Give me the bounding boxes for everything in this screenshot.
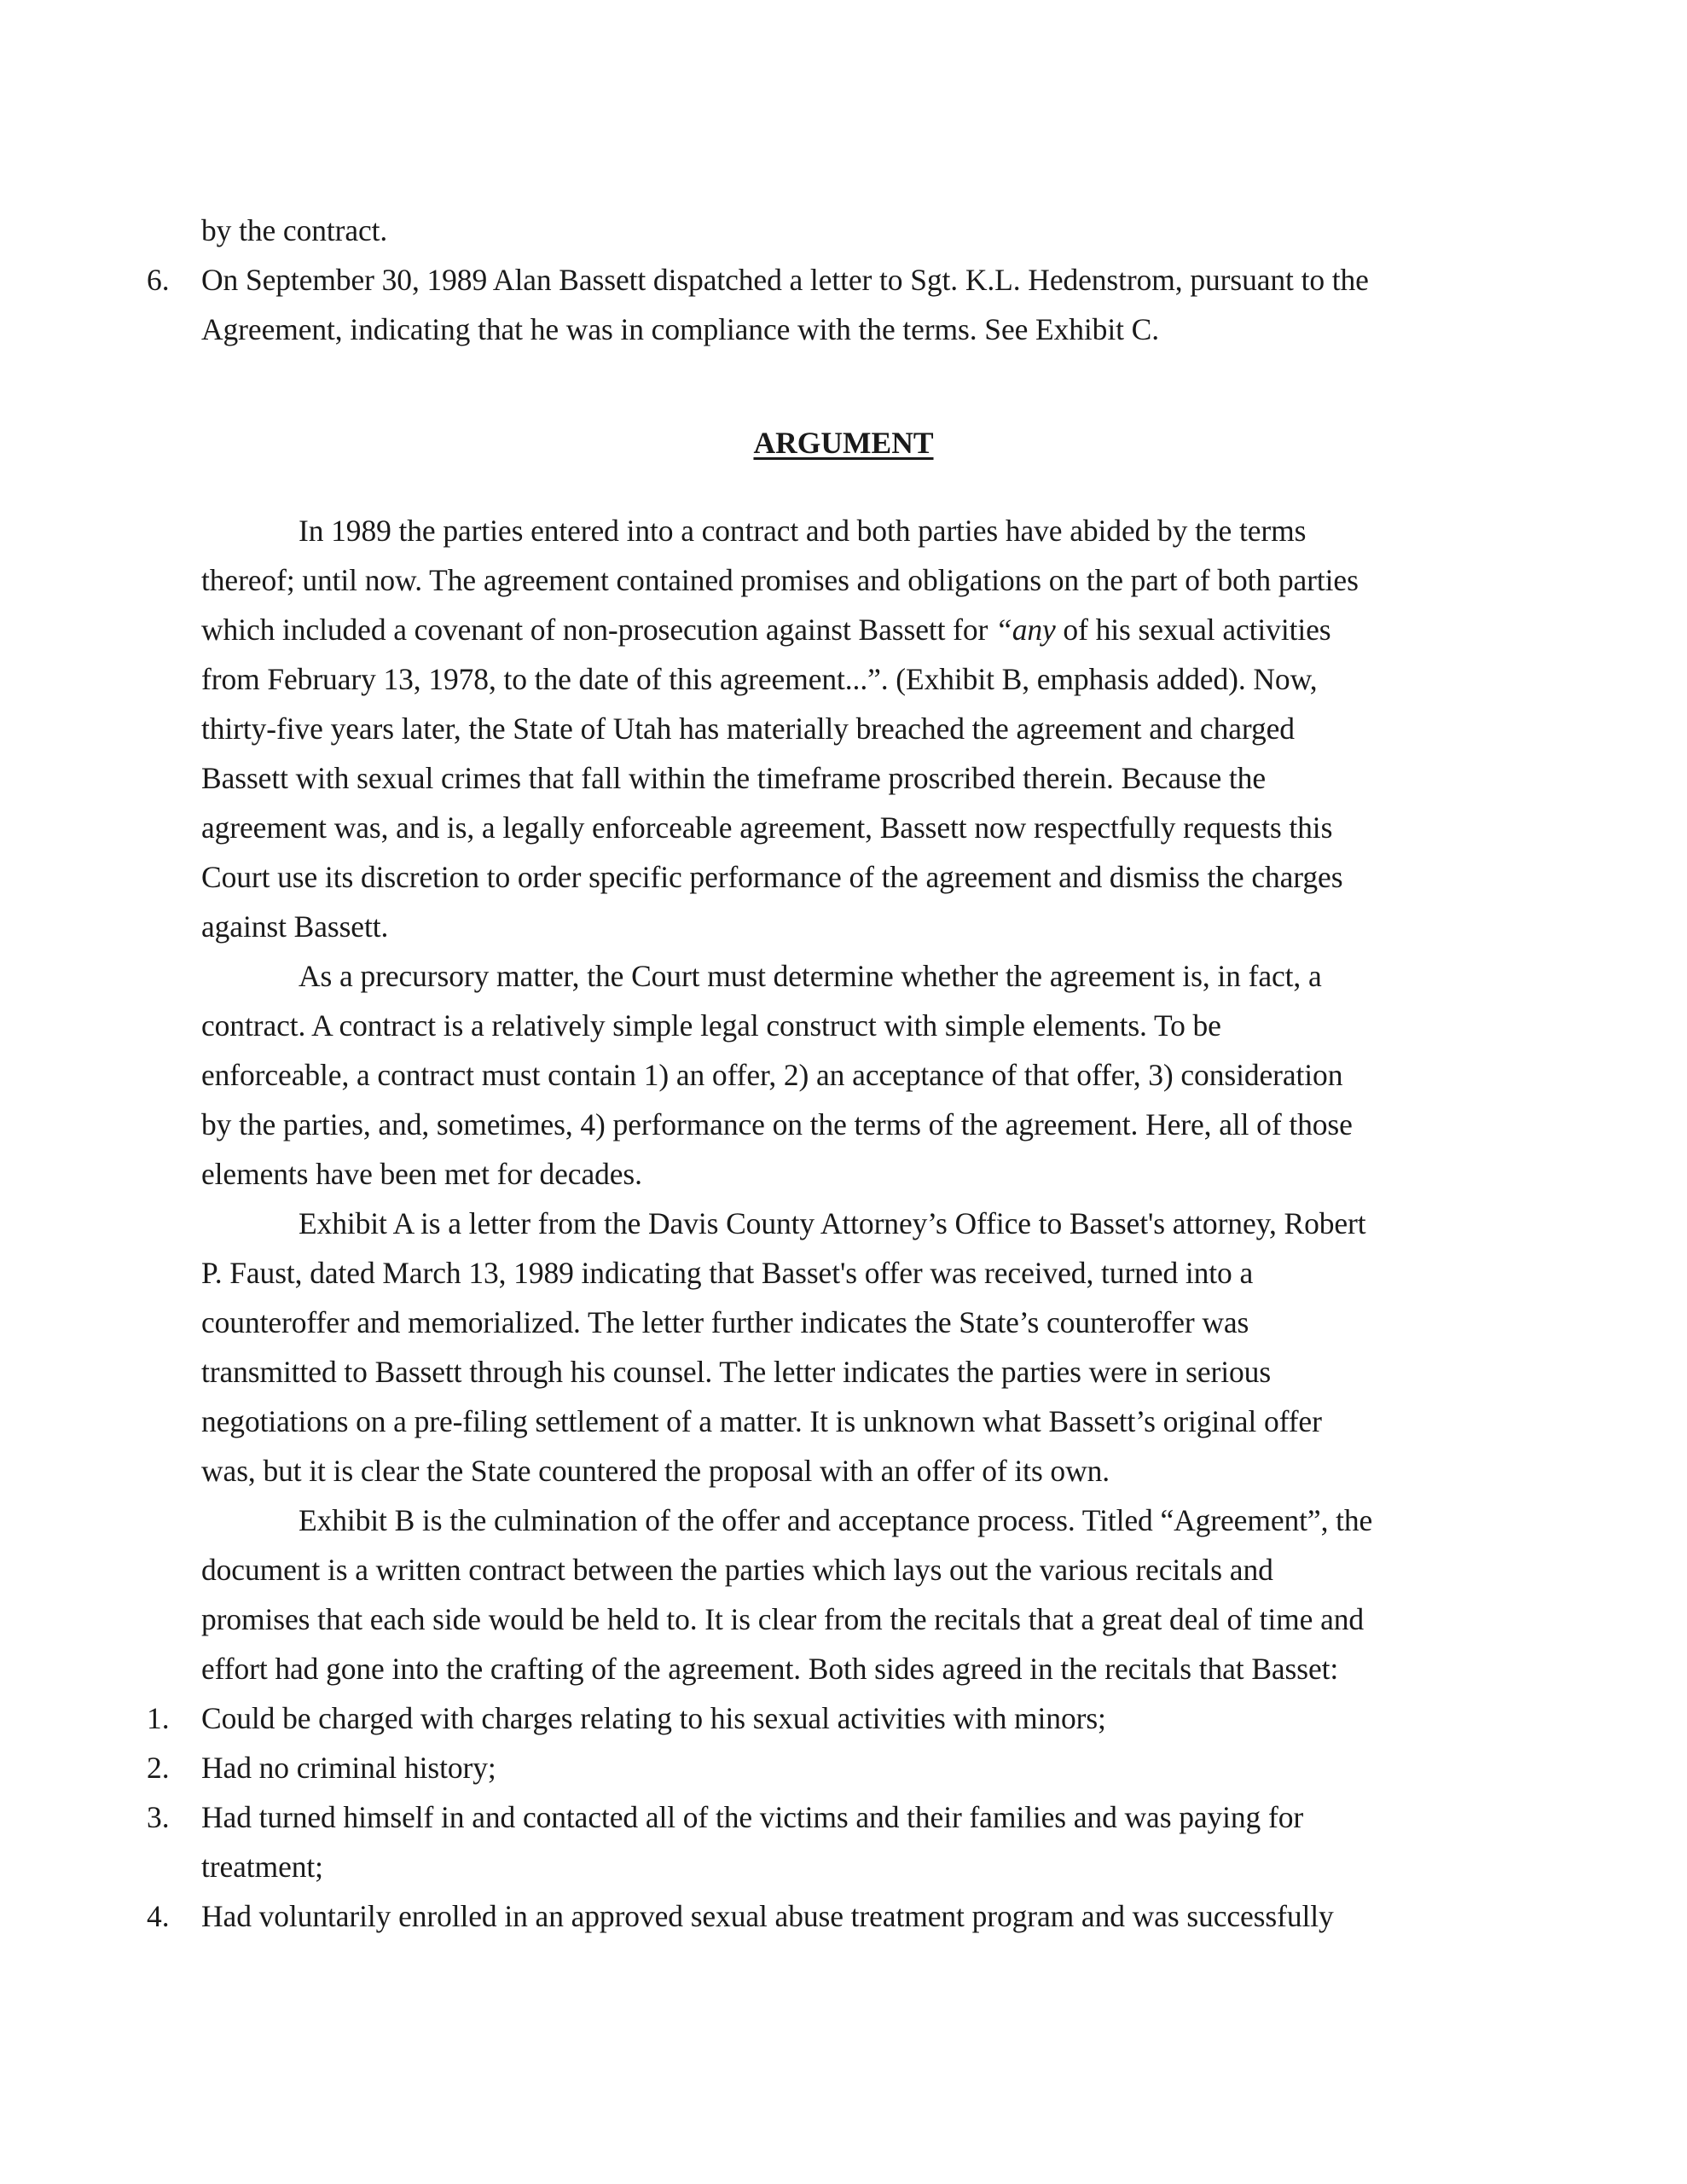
para-1-line-7: agreement was, and is, a legally enforceable agreement, Bassett now respectfully requests this bbox=[201, 810, 1333, 845]
fact-6-line-1: On September 30, 1989 Alan Bassett dispatched a letter to Sgt. K.L. Hedenstrom, pursuant to the bbox=[201, 263, 1369, 297]
para-3-line-6: was, but it is clear the State countered the proposal with an offer of its own. bbox=[201, 1454, 1110, 1488]
para-1-line-4: from February 13, 1978, to the date of this agreement...”. (Exhibit B, emphasis added). Now, bbox=[201, 662, 1318, 696]
para-4-line-3: promises that each side would be held to. It is clear from the recitals that a great deal of time and bbox=[201, 1602, 1365, 1636]
para-1-line-1: In 1989 the parties entered into a contract and both parties have abided by the terms bbox=[299, 514, 1307, 548]
para-4-line-4: effort had gone into the crafting of the agreement. Both sides agreed in the recitals that Basset: bbox=[201, 1652, 1339, 1686]
list-number: 1. bbox=[147, 1701, 170, 1735]
para-3-line-1: Exhibit A is a letter from the Davis County Attorney’s Office to Basset's attorney, Robert bbox=[299, 1206, 1366, 1240]
para-1-line-2: thereof; until now. The agreement contained promises and obligations on the part of both parties bbox=[201, 563, 1359, 597]
para-1-line-9: against Bassett. bbox=[201, 909, 389, 944]
list-number: 3. bbox=[147, 1800, 170, 1834]
para-1-line-3 bbox=[201, 611, 1331, 648]
para-3-line-2: P. Faust, dated March 13, 1989 indicating that Basset's offer was received, turned into a bbox=[201, 1256, 1254, 1290]
list-item: Had no criminal history; bbox=[201, 1751, 496, 1785]
section-heading: ARGUMENT bbox=[753, 426, 934, 460]
quote-open: “ bbox=[995, 613, 1012, 647]
para-3-line-3: counteroffer and memorialized. The letter further indicates the State’s counteroffer was bbox=[201, 1305, 1249, 1339]
list-number: 4. bbox=[147, 1899, 170, 1933]
emphasis-text: any bbox=[1012, 613, 1056, 647]
para-1-line-6: Bassett with sexual crimes that fall within the timeframe proscribed therein. Because the bbox=[201, 761, 1266, 795]
list-number: 2. bbox=[147, 1751, 170, 1785]
para-2-line-1: As a precursory matter, the Court must determine whether the agreement is, in fact, a bbox=[299, 959, 1322, 993]
para-2-line-2: contract. A contract is a relatively simple legal construct with simple elements. To be bbox=[201, 1008, 1221, 1043]
text-segment: of his sexual activities bbox=[1055, 613, 1331, 647]
para-4-line-2: document is a written contract between the parties which lays out the various recitals and bbox=[201, 1553, 1273, 1587]
list-item: Could be charged with charges relating to his sexual activities with minors; bbox=[201, 1701, 1106, 1735]
para-2-line-5: elements have been met for decades. bbox=[201, 1157, 642, 1191]
para-2-line-4: by the parties, and, sometimes, 4) performance on the terms of the agreement. Here, all of those bbox=[201, 1107, 1353, 1141]
para-3-line-4: transmitted to Bassett through his counsel. The letter indicates the parties were in serious bbox=[201, 1355, 1272, 1389]
para-1-line-8: Court use its discretion to order specific performance of the agreement and dismiss the charges bbox=[201, 860, 1343, 894]
list-item: Had voluntarily enrolled in an approved sexual abuse treatment program and was successfully bbox=[201, 1899, 1334, 1933]
para-4-line-1: Exhibit B is the culmination of the offer and acceptance process. Titled “Agreement”, the bbox=[299, 1503, 1373, 1537]
list-number: 6. bbox=[147, 263, 170, 297]
list-item: Had turned himself in and contacted all of the victims and their families and was paying for bbox=[201, 1800, 1304, 1834]
para-2-line-3: enforceable, a contract must contain 1) an offer, 2) an acceptance of that offer, 3) consideration bbox=[201, 1058, 1343, 1092]
text-segment: which included a covenant of non-prosecution against Bassett for bbox=[201, 613, 996, 647]
para-1-line-5: thirty-five years later, the State of Utah has materially breached the agreement and charged bbox=[201, 712, 1295, 746]
fact-6-line-2: Agreement, indicating that he was in compliance with the terms. See Exhibit C. bbox=[201, 312, 1159, 346]
continuation-text: by the contract. bbox=[201, 213, 388, 247]
para-3-line-5: negotiations on a pre-filing settlement of a matter. It is unknown what Bassett’s original offer bbox=[201, 1404, 1322, 1438]
list-item-continuation: treatment; bbox=[201, 1850, 323, 1884]
